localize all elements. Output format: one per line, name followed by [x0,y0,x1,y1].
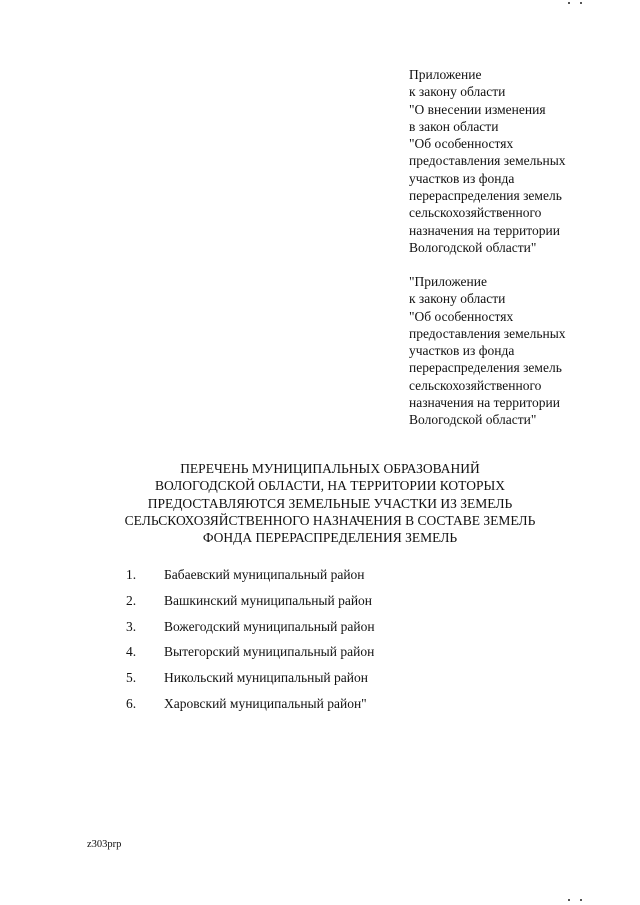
list-item-number: 5. [126,670,137,685]
document-title-line: ФОНДА ПЕРЕРАСПРЕДЕЛЕНИЯ ЗЕМЕЛЬ [202,530,458,546]
appendix-header [409,66,634,256]
document-title [60,460,600,546]
document-title-line: ПРЕДОСТАВЛЯЮТСЯ ЗЕМЕЛЬНЫЕ УЧАСТКИ ИЗ ЗЕМЕЛЬ [147,495,513,511]
list-item-name: Вожегодский муниципальный район [164,619,375,634]
list-item-name: Вашкинский муниципальный район [164,593,373,608]
list-item-name: Харовский муниципальный район" [164,696,367,711]
appendix-header-line: к закону области [409,84,506,100]
appendix-header-line: в закон области [409,118,499,134]
list-item-number: 3. [126,619,137,634]
quoted-appendix-line: участков из фонда [409,343,515,359]
appendix-header-line: сельскохозяйственного [409,205,542,221]
quoted-appendix-line: Вологодской области" [409,412,537,428]
appendix-header-line: предоставления земельных [409,153,566,169]
scan-mark [568,899,570,901]
quoted-appendix-line: назначения на территории [409,395,560,411]
document-title-line: ВОЛОГОДСКОЙ ОБЛАСТИ, НА ТЕРРИТОРИИ КОТОРЫХ [154,478,506,494]
appendix-header-line: назначения на территории [409,222,560,238]
appendix-header-line: перераспределения земель [409,188,562,204]
quoted-appendix-line: "Приложение [409,274,487,289]
list-item-number: 6. [126,696,137,711]
list-item-name: Вытегорский муниципальный район [164,644,375,659]
list-item-number: 1. [126,567,137,582]
document-code: z303prp [87,839,122,850]
appendix-header-line: Приложение [409,67,482,82]
scan-mark [580,899,582,901]
document-title-line: ПЕРЕЧЕНЬ МУНИЦИПАЛЬНЫХ ОБРАЗОВАНИЙ [180,461,480,476]
quoted-appendix-line: сельскохозяйственного [409,377,542,393]
document-title-line: СЕЛЬСКОХОЗЯЙСТВЕННОГО НАЗНАЧЕНИЯ В СОСТАВЕ ЗЕМЕЛЬ [124,512,536,528]
quoted-appendix-line: к закону области [409,291,506,307]
appendix-header-line: "О внесении изменения [409,101,546,117]
list-item-number: 2. [126,593,137,608]
quoted-appendix-line: предоставления земельных [409,325,566,341]
quoted-appendix-line: перераспределения земель [409,360,562,376]
quoted-appendix [409,273,634,429]
quoted-appendix-line: "Об особенностях [409,308,514,324]
appendix-header-line: Вологодской области" [409,239,537,255]
list-item-name: Никольский муниципальный район [164,670,368,685]
scan-mark [580,2,582,4]
appendix-header-line: "Об особенностях [409,136,514,152]
list-item-name: Бабаевский муниципальный район [164,567,365,582]
appendix-header-line: участков из фонда [409,170,515,186]
scan-mark [568,2,570,4]
list-item-number: 4. [126,644,137,659]
